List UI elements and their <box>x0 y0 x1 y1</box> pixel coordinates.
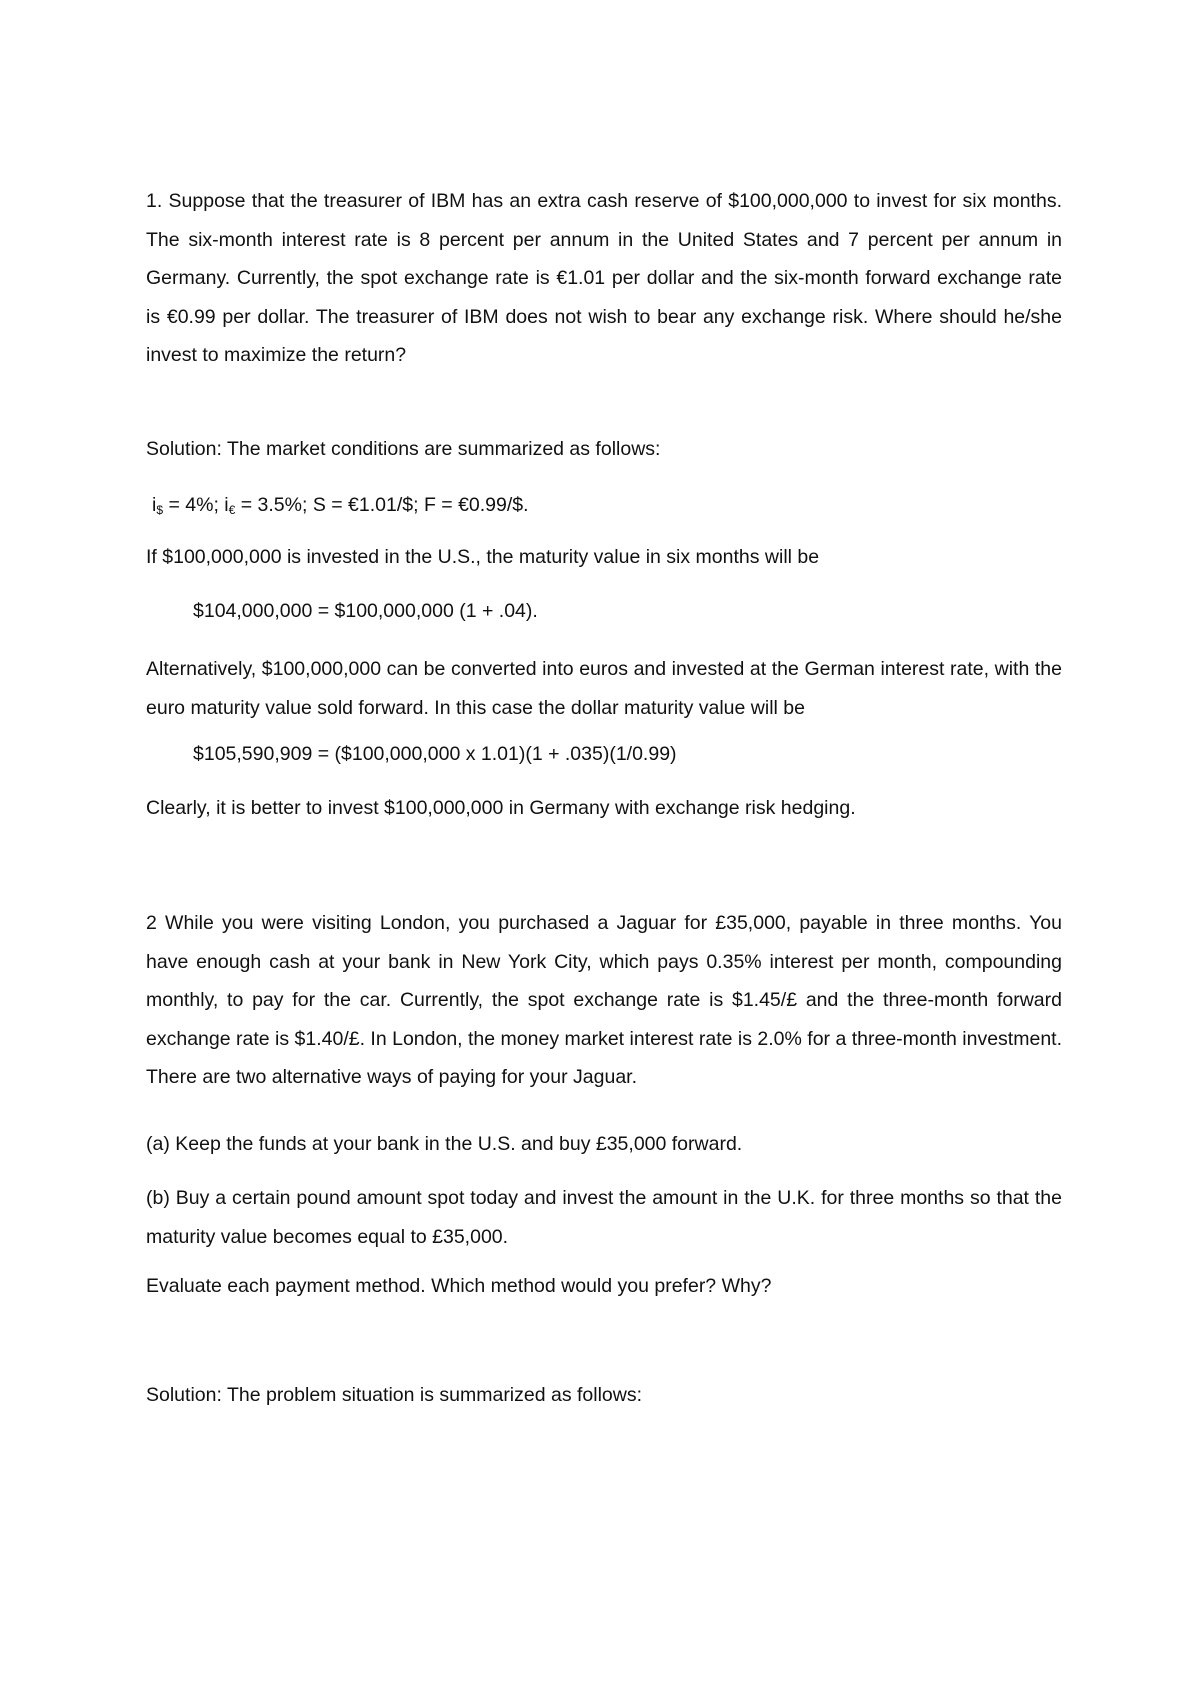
market-conditions: $i_{\$} = 4\%$; $i_€ = 3.5\%$; S = €1.01/$; F = €0.99/$. <box>152 494 529 517</box>
evaluate-question: Evaluate each payment method. Which method would you prefer? Why? <box>146 1275 772 1297</box>
alternative-formula: $105,590,909 = ($100,000,000 x 1.01)(1 + .035)(1/0.99) <box>193 743 677 765</box>
alternative-text: Alternatively, $100,000,000 can be converted into euros and invested at the German interest rate, with the euro maturity value sold forward. In this case the dollar maturity value will be <box>146 658 1062 719</box>
option-a: (a) Keep the funds at your bank in the U.S. and buy £35,000 forward. <box>146 1133 743 1155</box>
us-formula: $104,000,000 = $100,000,000 (1 + .04). <box>193 600 538 622</box>
question-1-solution-intro: Solution: The market conditions are summarized as follows: <box>146 438 661 460</box>
question-2-text: 2 While you were visiting London, you purchased a Jaguar for £35,000, payable in three months. You have enough cash at your bank in New York City, which pays 0.35% interest per month, compounding monthly, to pay for the car. Currently, the spot exchange rate is $1.45/£ and the three-month forward exchange rate is $1.40/£. In London, the money market interest rate is 2.0% for a three-month investment. There are two alternative ways of paying for your Jaguar. <box>146 912 1062 1088</box>
question-1-text: 1. Suppose that the treasurer of IBM has an extra cash reserve of $100,000,000 to invest for six months. The six-month interest rate is 8 percent per annum in the United States and 7 percent per annum in Germany. Currently, the spot exchange rate is €1.01 per dollar and the six-month forward exchange rate is €0.99 per dollar. The treasurer of IBM does not wish to bear any exchange risk. Where should he/she invest to maximize the return? <box>146 190 1062 366</box>
question-1-conclusion: Clearly, it is better to invest $100,000,000 in Germany with exchange risk hedging. <box>146 797 856 819</box>
question-2-solution-intro: Solution: The problem situation is summarized as follows: <box>146 1384 643 1406</box>
us-investment-line: If $100,000,000 is invested in the U.S., the maturity value in six months will be <box>146 546 820 568</box>
option-b: (b) Buy a certain pound amount spot today and invest the amount in the U.K. for three months so that the maturity value becomes equal to £35,000. <box>146 1187 1062 1248</box>
